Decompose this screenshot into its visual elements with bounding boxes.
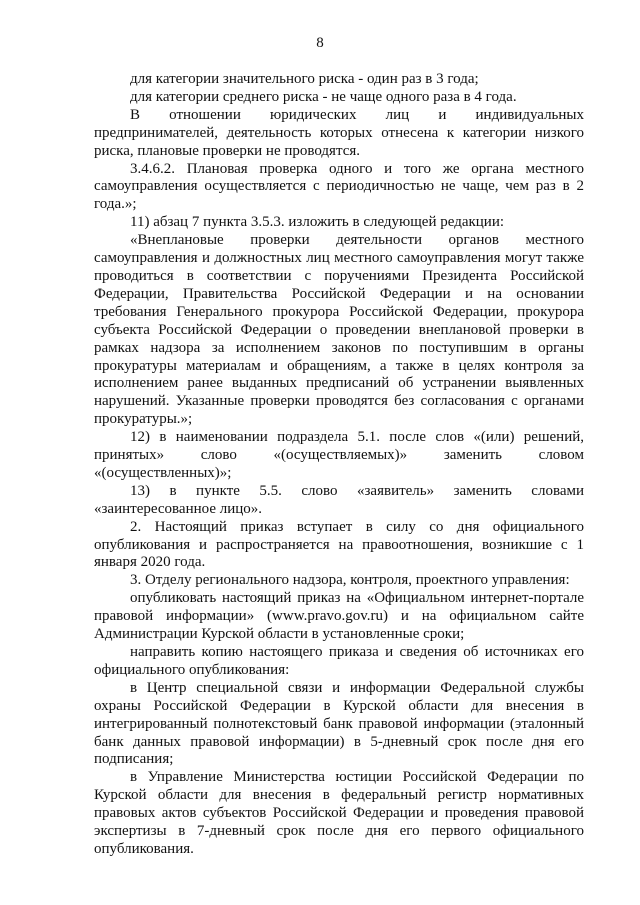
paragraph-risk-significant: для категории значительного риска - один раз в 3 года; [130,71,479,87]
paragraph-item-12: 12) в наименовании подраздела 5.1. после слов «(или) решений, принятых» слово «(осуществляемых)» заменить словом «(осуществленных)»; [94,429,584,481]
page-number: 8 [316,35,324,51]
paragraph-risk-medium: для категории среднего риска - не чаще одного раза в 4 года. [130,88,517,105]
paragraph-section-3: 3. Отделу регионального надзора, контроля, проектного управления: [130,572,570,589]
paragraph-send-copy: направить копию настоящего приказа и сведения об источниках его официального опубликования: [94,644,584,678]
paragraph-risk-low: В отношении юридических лиц и индивидуальных предпринимателей, деятельность которых отнесена к категории низкого риска, плановые проверки не проводятся. [94,106,584,159]
paragraph-3-4-6-2: 3.4.6.2. Плановая проверка одного и того же органа местного самоуправления осуществляется с периодичностью не чаще, чем раз в 2 года.»; [94,160,584,213]
paragraph-justice-ministry: в Управление Министерства юстиции Российской Федерации по Курской области для внесения в федеральный регистр нормативных правовых актов субъектов Российской Федерации и проведения правовой экспертизы в 7-дневный срок после дня его первого официального опубликования. [94,769,584,857]
paragraph-unscheduled-inspections: «Внеплановые проверки деятельности органов местного самоуправления и должностных лиц местного самоуправления могут также проводиться в соответствии с поручениями Президента Российской Федерации, Правительства Российской Федерации и на основании требования Генерального прокурора Российской Федерации, прокурора субъекта Российской Федерации о проведении внеплановой проверки в рамках надзора за исполнением законов по поступившим в органы прокуратуры материалам и обращениям, а также в целях контроля за исполнением ранее выданных предписаний об устранении выявленных нарушений. Указанные проверки проводятся без согласования с органами прокуратуры.»; [94,232,584,428]
paragraph-item-13: 13) в пункте 5.5. слово «заявитель» заменить словами «заинтересованное лицо». [94,482,584,517]
paragraph-fso-center: в Центр специальной связи и информации Федеральной службы охраны Российской Федерации в Курской области для внесения в интегрированный полнотекстовый банк правовой информации (эталонный банк данных правовой информации) в 5-дневный срок после дня его подписания; [94,679,584,768]
document-body [94,71,584,859]
paragraph-publish: опубликовать настоящий приказ на «Официальном интернет-портале правовой информации» (www.pravo.gov.ru) и на официальном сайте Администрации Курской области в установленные сроки; [94,590,584,643]
paragraph-section-2: 2. Настоящий приказ вступает в силу со дня официального опубликования и распространяется на правоотношения, возникшие с 1 января 2020 года. [94,518,584,571]
paragraph-item-11: 11) абзац 7 пункта 3.5.3. изложить в следующей редакции: [130,214,505,231]
